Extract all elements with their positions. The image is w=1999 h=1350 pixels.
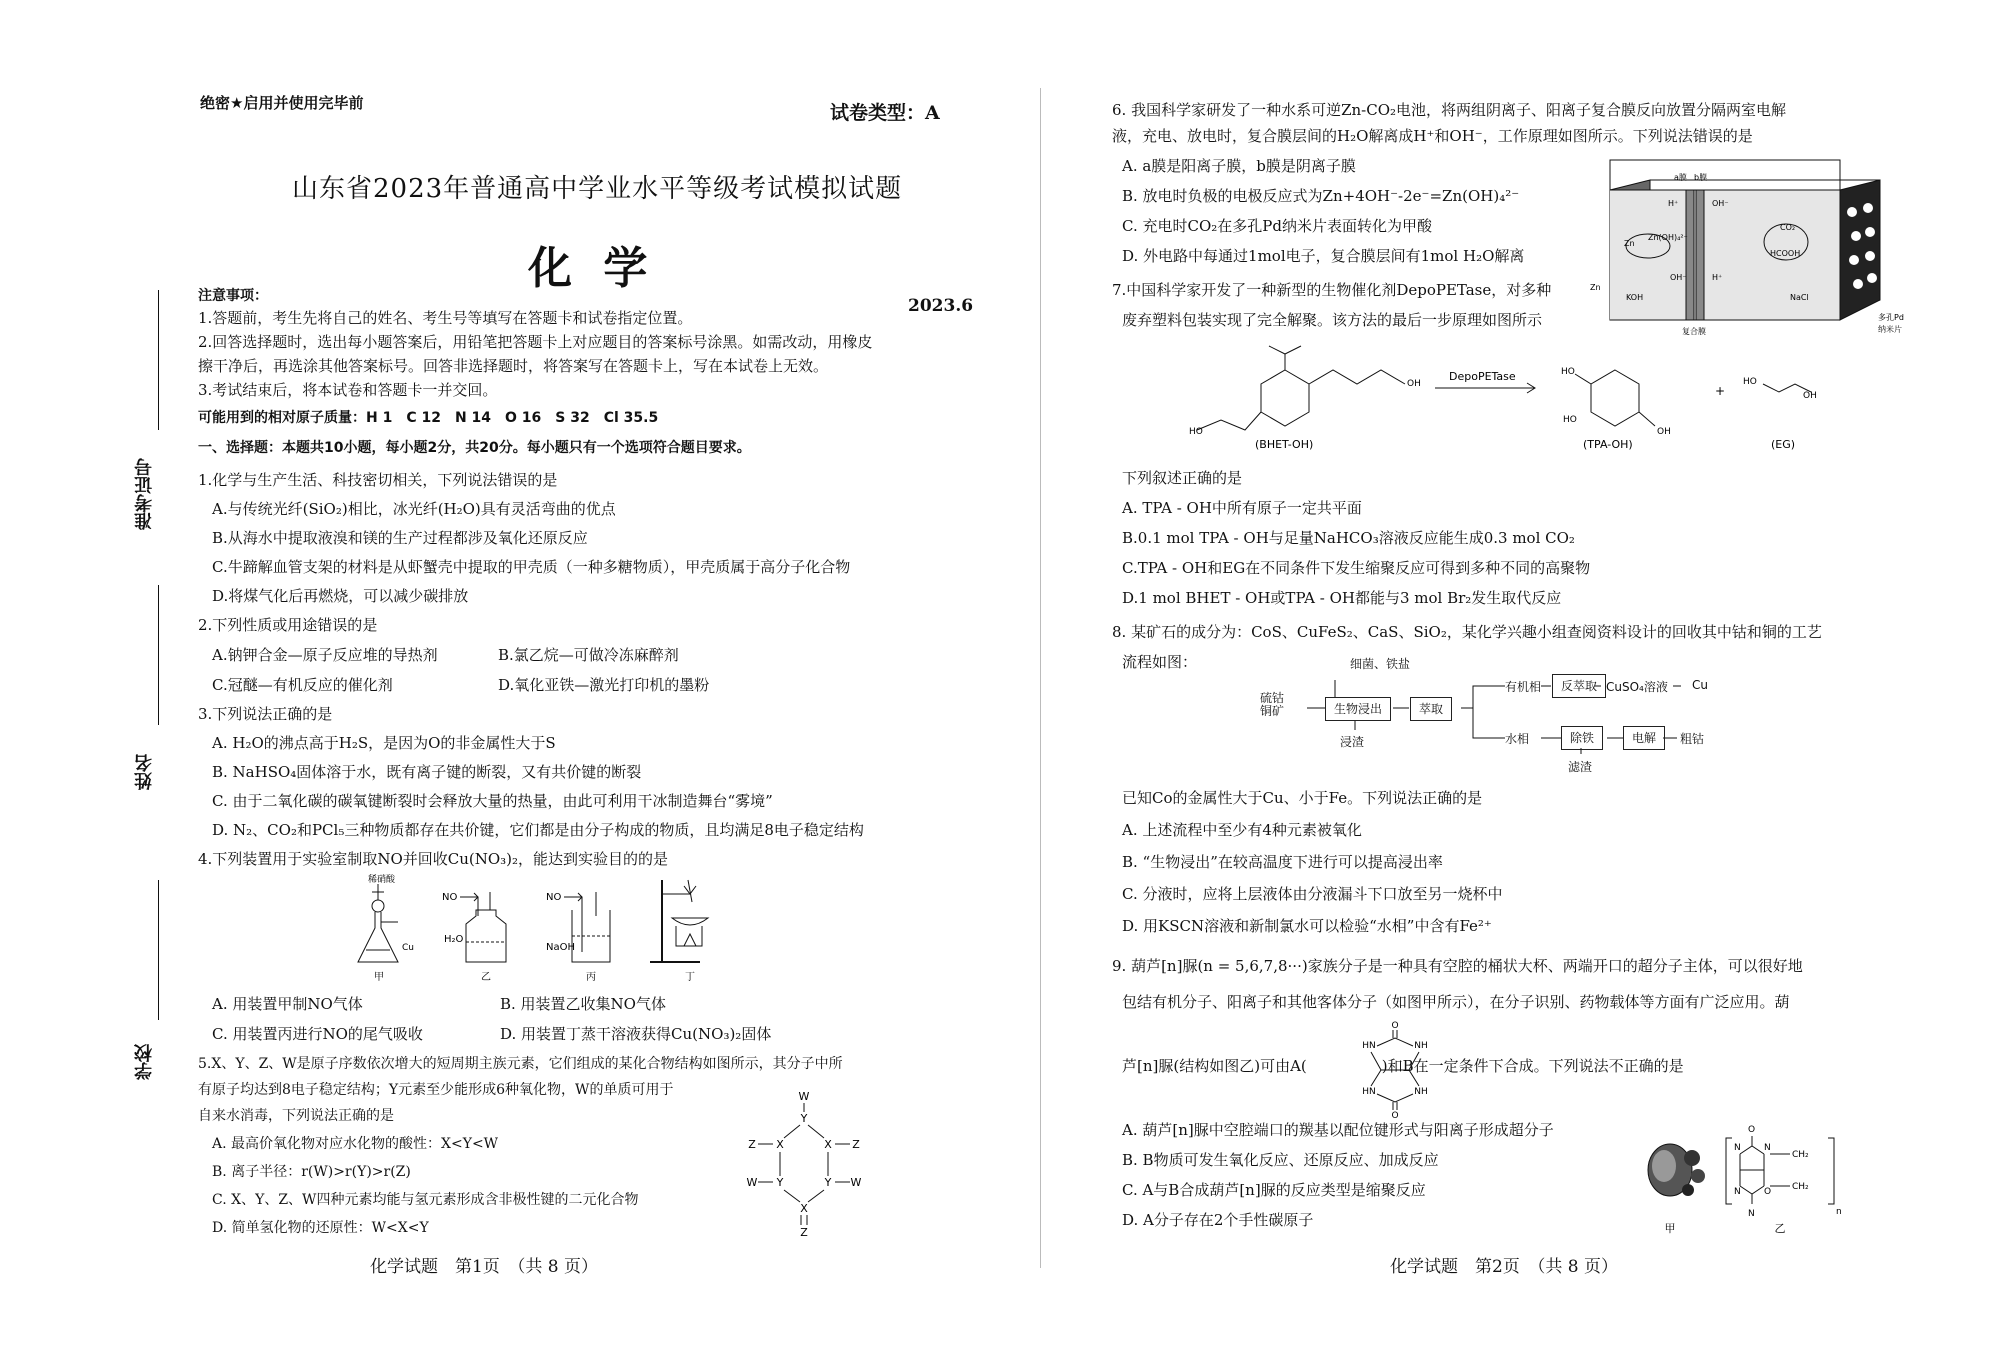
flow-cu: Cu (1692, 678, 1708, 692)
atom-label: NH (1414, 1041, 1428, 1051)
side-label-school: 学校 (134, 1044, 155, 1080)
exam-title: 山东省2023年普通高中学业水平等级考试模拟试题 (292, 174, 903, 204)
atom-label: Z (748, 1138, 756, 1151)
notice-item: 2.回答选择题时，选出每小题答案后，用铅笔把答题卡上对应题目的答案标号涂黑。如需改动，用橡皮 (198, 333, 873, 351)
label-cu: Cu (402, 943, 414, 953)
question-stem: 9. 葫芦[n]脲(n = 5,6,7,8···)家族分子是一种具有空腔的桶状大杯、两端开口的超分子主体，可以很好地 (1112, 957, 1803, 975)
flow-residue: 浸渣 (1340, 735, 1365, 749)
question-stem: 8. 某矿石的成分为：CoS、CuFeS₂、CaS、SiO₂，某化学兴趣小组查阅资料设计的回收其中钴和铜的工艺 (1112, 623, 1822, 641)
label-b-membrane: b膜 (1694, 173, 1708, 182)
flow-ore: 硫钴铜矿 (1260, 691, 1285, 718)
atom-label: n (1836, 1207, 1842, 1217)
label-nacl: NaCl (1790, 293, 1809, 302)
atom-label: X (800, 1202, 808, 1215)
atom-label: Y (800, 1112, 808, 1125)
compound-name: (TPA-OH) (1583, 438, 1633, 451)
option: B.从海水中提取液溴和镁的生产过程都涉及氧化还原反应 (212, 529, 588, 547)
option: A. 上述流程中至少有4种元素被氧化 (1122, 821, 1362, 839)
label-porous-pd: 多孔Pd (1878, 313, 1904, 322)
label-h2o: H₂O (444, 934, 464, 945)
page-divider (1040, 88, 1041, 1268)
atom-label: HN (1362, 1087, 1376, 1097)
flow-leach-box: 生物浸出 (1325, 697, 1391, 721)
flow-reagent: 细菌、铁盐 (1350, 657, 1411, 671)
question-stem: 液，充电、放电时，复合膜层间的H₂O解离成H⁺和OH⁻，工作原理如图所示。下列说法错误的是 (1112, 127, 1753, 145)
option: D. 简单氢化物的还原性：W<X<Y (212, 1220, 429, 1236)
flow-filter-residue: 滤渣 (1568, 760, 1593, 774)
figure-label-b: 乙 (1774, 1222, 1786, 1235)
notice-item: 1.答题前，考生先将自己的姓名、考生号等填写在答题卡和试卷指定位置。 (198, 309, 693, 327)
subject-title: 化 学 (528, 243, 656, 294)
label-co2: CO₂ (1780, 223, 1796, 232)
option: A. a膜是阳离子膜，b膜是阴离子膜 (1122, 157, 1356, 175)
option: A.钠钾合金—原子反应堆的导热剂 (212, 646, 438, 664)
question-stem: 包结有机分子、阳离子和其他客体分子（如图甲所示），在分子识别、药物载体等方面有广泛应用。葫 (1122, 993, 1790, 1011)
atom-label: Z (800, 1226, 808, 1239)
label-no: NO (442, 892, 458, 903)
option: C. 充电时CO₂在多孔Pd纳米片表面转化为甲酸 (1122, 217, 1432, 235)
label-koh: KOH (1626, 293, 1644, 302)
flow-cuso4: CuSO₄溶液 (1606, 680, 1668, 694)
option: D. 用装置丁蒸干溶液获得Cu(NO₃)₂固体 (500, 1025, 772, 1043)
label-dilute-nitric: 稀硝酸 (368, 875, 396, 885)
flow-extract-box: 萃取 (1410, 697, 1452, 721)
option: D. N₂、CO₂和PCl₅三种物质都存在共价键，它们都是由分子构成的物质，且均满足8电子稳定结构 (212, 821, 864, 839)
atom-label: O (1391, 1111, 1399, 1121)
compound-name: (EG) (1771, 438, 1796, 451)
label-h-plus: H⁺ (1712, 273, 1723, 282)
atom-label: O (1764, 1187, 1772, 1197)
option: A. H₂O的沸点高于H₂S，是因为O的非金属性大于S (212, 734, 556, 752)
question-stem: 有原子均达到8电子稳定结构；Y元素至少能形成6种氧化物，W的单质可用于 (198, 1082, 674, 1098)
compound-name: (BHET-OH) (1255, 438, 1314, 451)
question-stem: 下列叙述正确的是 (1122, 469, 1243, 487)
compound-a-structure (1355, 1020, 1435, 1120)
svg-text:HO: HO (1561, 367, 1575, 377)
option: C. A与B合成葫芦[n]脲的反应类型是缩聚反应 (1122, 1181, 1426, 1199)
label-oh-minus: OH⁻ (1712, 199, 1729, 208)
label-nanosheet: 纳米片 (1878, 325, 1902, 334)
notice-heading: 注意事项： (198, 288, 268, 304)
exam-date: 2023.6 (908, 296, 974, 316)
label-zn: Zn (1624, 239, 1635, 248)
atom-label: W (746, 1176, 758, 1189)
svg-text:HO: HO (1563, 415, 1577, 425)
label-hcooh: HCOOH (1770, 249, 1801, 258)
label-h-plus: H⁺ (1668, 199, 1679, 208)
option: C. 用装置丙进行NO的尾气吸收 (212, 1025, 423, 1043)
atom-label: N (1734, 1143, 1741, 1153)
cucurbituril-figure (1640, 1120, 1840, 1240)
atom-label: Z (852, 1138, 860, 1151)
notice-item: 擦干净后，再选涂其他答案标号。回答非选择题时，将答案写在答题卡上，写在本试卷上无效。 (198, 357, 829, 375)
label-apparatus-c: 丙 (586, 972, 596, 983)
label-apparatus-b: 乙 (481, 972, 491, 983)
paper-type: 试卷类型：A (830, 102, 940, 124)
option: A.与传统光纤(SiO₂)相比，冰光纤(H₂O)具有灵活弯曲的优点 (212, 500, 616, 518)
option: B. “生物浸出”在较高温度下进行可以提高浸出率 (1122, 853, 1443, 871)
secret-label: 绝密★启用并使用完毕前 (200, 94, 364, 112)
binding-rule (158, 290, 159, 430)
label-zincate: Zn(OH)₄²⁻ (1648, 233, 1688, 242)
question-stem: 2.下列性质或用途错误的是 (198, 616, 378, 634)
option: D.将煤气化后再燃烧，可以减少碳排放 (212, 587, 469, 605)
option: D.1 mol BHET - OH或TPA - OH都能与3 mol Br₂发生取代反应 (1122, 589, 1562, 607)
side-label-id: 准考证号 (134, 458, 155, 530)
page-footer: 化学试题 第2页 （共 8 页） (1390, 1257, 1618, 1277)
option: C. X、Y、Z、W四种元素均能与氢元素形成含非极性键的二元化合物 (212, 1192, 639, 1208)
question-stem: 流程如图： (1122, 653, 1198, 671)
label-no: NO (546, 892, 562, 903)
option: C. 由于二氧化碳的碳氧键断裂时会释放大量的热量，由此可利用干冰制造舞台“雾境” (212, 792, 773, 810)
question-note: 已知Co的金属性大于Cu、小于Fe。下列说法正确的是 (1122, 789, 1483, 807)
option: A. TPA - OH中所有原子一定共平面 (1122, 499, 1362, 517)
flow-organic: 有机相 (1505, 680, 1542, 694)
atom-label: N (1748, 1209, 1755, 1219)
page-footer: 化学试题 第1页 （共 8 页） (370, 1257, 598, 1277)
apparatus-figure (350, 870, 770, 988)
label-apparatus-a: 甲 (374, 972, 384, 983)
q5-structure (740, 1090, 880, 1240)
binding-rule (158, 880, 159, 1020)
svg-text:OH: OH (1657, 427, 1671, 437)
option: B. 离子半径：r(W)>r(Y)>r(Z) (212, 1164, 411, 1180)
label-zn: Zn (1590, 283, 1601, 292)
label-apparatus-d: 丁 (685, 972, 695, 983)
option: D.氧化亚铁—激光打印机的墨粉 (498, 676, 710, 694)
svg-text:HO: HO (1743, 377, 1757, 387)
notice-item: 3.考试结束后，将本试卷和答题卡一并交回。 (198, 381, 498, 399)
question-stem: 4.下列装置用于实验室制取NO并回收Cu(NO₃)₂，能达到实验目的的是 (198, 850, 669, 868)
option: B. NaHSO₄固体溶于水，既有离子键的断裂，又有共价键的断裂 (212, 763, 642, 781)
atom-label: HN (1362, 1041, 1376, 1051)
question-stem: 5.X、Y、Z、W是原子序数依次增大的短周期主族元素，它们组成的某化合物结构如图所示，其分子中所 (198, 1056, 843, 1072)
option: C.牛蹄解血管支架的材料是从虾蟹壳中提取的甲壳质（一种多糖物质），甲壳质属于高分子化合物 (212, 558, 851, 576)
option: D. 外电路中每通过1mol电子，复合膜层间有1mol H₂O解离 (1122, 247, 1525, 265)
label-a-membrane: a膜 (1674, 173, 1687, 182)
atom-label: W (850, 1176, 862, 1189)
question-stem: 废弃塑料包装实现了完全解聚。该方法的最后一步原理如图所示 (1122, 311, 1543, 329)
option: D. A分子存在2个手性碳原子 (1122, 1211, 1314, 1229)
binding-rule (158, 585, 159, 725)
question-stem: 6. 我国科学家研发了一种水系可逆Zn-CO₂电池，将两组阴离子、阳离子复合膜反向放置分隔两室电解 (1112, 101, 1787, 119)
side-label-name: 姓名 (134, 754, 155, 790)
label-composite-membrane: 复合膜 (1682, 327, 1706, 336)
flow-crude: 粗钴 (1680, 732, 1705, 746)
atom-label: N (1764, 1143, 1771, 1153)
question-stem: 芦[n]脲(结构如图乙)可由A( )和B在一定条件下合成。下列说法不正确的是 (1122, 1057, 1684, 1075)
option: B. B物质可发生氧化反应、还原反应、加成反应 (1122, 1151, 1439, 1169)
atom-label: N (1734, 1187, 1741, 1197)
atom-label: X (776, 1138, 784, 1151)
option: C. 分液时，应将上层液体由分液漏斗下口放至另一烧杯中 (1122, 885, 1503, 903)
figure-label-a: 甲 (1664, 1222, 1676, 1235)
plus-sign: + (1715, 384, 1726, 398)
atom-label: NH (1414, 1087, 1428, 1097)
flow-electrolysis-box: 电解 (1623, 726, 1665, 750)
section-heading: 一、选择题：本题共10小题，每小题2分，共20分。每小题只有一个选项符合题目要求。 (198, 440, 751, 456)
option: C.TPA - OH和EG在不同条件下发生缩聚反应可得到多种不同的高聚物 (1122, 559, 1591, 577)
option: A. 最高价氧化物对应水化物的酸性：X<Y<W (212, 1136, 499, 1152)
question-stem: 1.化学与生产生活、科技密切相关，下列说法错误的是 (198, 471, 558, 489)
atom-label: O (1391, 1021, 1399, 1031)
flow-iron-box: 除铁 (1561, 726, 1603, 750)
question-stem: 自来水消毒，下列说法正确的是 (198, 1108, 394, 1124)
atom-label: O (1748, 1125, 1756, 1135)
option: D. 用KSCN溶液和新制氯水可以检验“水相”中含有Fe²⁺ (1122, 917, 1492, 935)
label-naoh: NaOH (546, 942, 575, 953)
flow-arrows (1245, 650, 1745, 770)
option: B.氯乙烷—可做冷冻麻醉剂 (498, 646, 679, 664)
svg-text:HO: HO (1189, 427, 1203, 437)
option: C.冠醚—有机反应的催化剂 (212, 676, 393, 694)
option: A. 用装置甲制NO气体 (212, 995, 363, 1013)
atom-label: Y (824, 1176, 832, 1189)
atom-label: X (824, 1138, 832, 1151)
flow-aqueous: 水相 (1505, 732, 1530, 746)
atom-label: CH₂ (1792, 1150, 1809, 1160)
enzyme-label: DepoPETase (1449, 370, 1516, 383)
battery-figure (1590, 150, 1904, 340)
atomic-masses: 可能用到的相对原子质量：H 1 C 12 N 14 O 16 S 32 Cl 35.5 (198, 410, 659, 426)
option: B. 用装置乙收集NO气体 (500, 995, 666, 1013)
question-stem: 7.中国科学家开发了一种新型的生物催化剂DepoPETase，对多种 (1112, 281, 1552, 299)
option: A. 葫芦[n]脲中空腔端口的羰基以配位键形式与阳离子形成超分子 (1122, 1121, 1554, 1139)
atom-label: W (798, 1090, 810, 1103)
flow-back-box: 反萃取 (1552, 674, 1606, 698)
label-oh-minus: OH⁻ (1670, 273, 1687, 282)
option: B. 放电时负极的电极反应式为Zn+4OH⁻-2e⁻=Zn(OH)₄²⁻ (1122, 187, 1520, 205)
option: B.0.1 mol TPA - OH与足量NaHCO₃溶液反应能生成0.3 mol CO₂ (1122, 529, 1575, 547)
svg-text:OH: OH (1803, 391, 1817, 401)
svg-text:OH: OH (1407, 379, 1421, 389)
atom-label: CH₂ (1792, 1182, 1809, 1192)
question-stem: 3.下列说法正确的是 (198, 705, 333, 723)
atom-label: Y (776, 1176, 784, 1189)
reaction-scheme (1185, 340, 1825, 455)
